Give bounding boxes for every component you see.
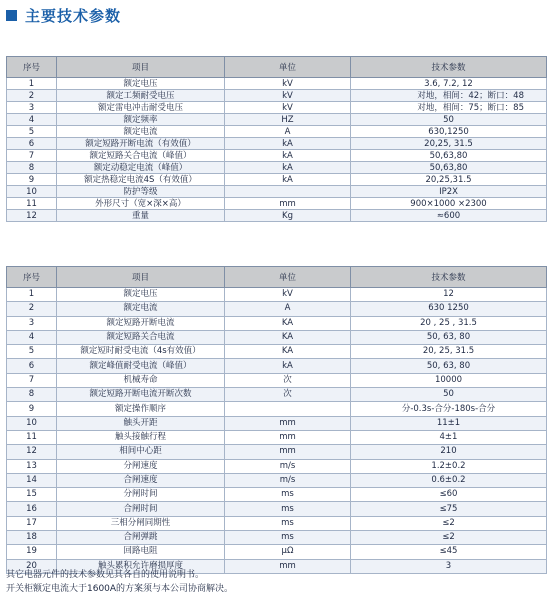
table-row — [7, 162, 547, 174]
cell-unit: kA — [225, 359, 351, 373]
cell-item: 额定热稳定电流4S（有效值） — [57, 174, 225, 186]
cell-item: 机械寿命 — [57, 373, 225, 387]
table-header-row — [7, 57, 547, 78]
cell-params: 630,1250 — [351, 126, 547, 138]
spec-table-1 — [6, 56, 547, 222]
cell-index: 10 — [7, 186, 57, 198]
cell-item: 重量 — [57, 210, 225, 222]
cell-params: 分-0.3s-合分-180s-合分 — [351, 402, 547, 416]
cell-item: 额定动稳定电流（峰值） — [57, 162, 225, 174]
table-row — [7, 445, 547, 459]
cell-params: ≤75 — [351, 502, 547, 516]
cell-index: 2 — [7, 302, 57, 316]
cell-unit: kA — [225, 138, 351, 150]
table-row — [7, 138, 547, 150]
cell-index: 1 — [7, 288, 57, 302]
cell-unit: kA — [225, 162, 351, 174]
cell-unit: KA — [225, 330, 351, 344]
cell-index: 15 — [7, 488, 57, 502]
cell-index: 6 — [7, 138, 57, 150]
cell-unit: kA — [225, 150, 351, 162]
cell-params: IP2X — [351, 186, 547, 198]
cell-unit: KA — [225, 316, 351, 330]
cell-item: 额定电流 — [57, 126, 225, 138]
cell-params: 20,25,31.5 — [351, 174, 547, 186]
cell-index: 11 — [7, 430, 57, 444]
cell-unit — [225, 402, 351, 416]
cell-index: 2 — [7, 90, 57, 102]
cell-params: 对地，相间：75；断口：85 — [351, 102, 547, 114]
table-row — [7, 430, 547, 444]
table-row — [7, 459, 547, 473]
cell-params: 20,25, 31.5 — [351, 138, 547, 150]
cell-unit: kV — [225, 90, 351, 102]
cell-index: 12 — [7, 210, 57, 222]
table-row — [7, 316, 547, 330]
col-header-index: 序号 — [7, 267, 57, 288]
footnote: 开关柜额定电流大于1600A的方案须与本公司协商解决。 — [6, 584, 234, 594]
cell-unit: HZ — [225, 114, 351, 126]
table-row — [7, 114, 547, 126]
cell-unit: mm — [225, 198, 351, 210]
table-row — [7, 210, 547, 222]
cell-item: 额定雷电冲击耐受电压 — [57, 102, 225, 114]
cell-item: 相间中心距 — [57, 445, 225, 459]
cell-params: 50, 63, 80 — [351, 359, 547, 373]
cell-item: 额定操作顺序 — [57, 402, 225, 416]
table-row — [7, 78, 547, 90]
cell-params: 3.6, 7.2, 12 — [351, 78, 547, 90]
cell-unit: mm — [225, 559, 351, 573]
table-row — [7, 330, 547, 344]
footnote: 其它电器元件的技术参数见其各自的使用说明书。 — [6, 570, 205, 580]
cell-unit: ms — [225, 516, 351, 530]
cell-item: 额定短路关合电流 — [57, 330, 225, 344]
table-row — [7, 488, 547, 502]
cell-unit: KA — [225, 345, 351, 359]
cell-params: 1.2±0.2 — [351, 459, 547, 473]
col-header-unit: 单位 — [225, 267, 351, 288]
table-row — [7, 388, 547, 402]
table-row — [7, 90, 547, 102]
cell-unit: ms — [225, 531, 351, 545]
cell-unit: Kg — [225, 210, 351, 222]
footnotes — [6, 568, 233, 596]
cell-item: 额定电压 — [57, 78, 225, 90]
cell-item: 额定短路开断电流（有效值） — [57, 138, 225, 150]
cell-index: 20 — [7, 559, 57, 573]
table-header-row — [7, 267, 547, 288]
table-row — [7, 502, 547, 516]
cell-unit: m/s — [225, 473, 351, 487]
table-row — [7, 302, 547, 316]
cell-params: 630 1250 — [351, 302, 547, 316]
cell-index: 12 — [7, 445, 57, 459]
cell-params: 50,63,80 — [351, 150, 547, 162]
cell-params: 50 — [351, 388, 547, 402]
col-header-item: 项目 — [57, 267, 225, 288]
cell-params: 20 , 25 , 31.5 — [351, 316, 547, 330]
cell-item: 额定短时耐受电流（4s有效值） — [57, 345, 225, 359]
cell-index: 17 — [7, 516, 57, 530]
cell-params: 11±1 — [351, 416, 547, 430]
col-header-params: 技术参数 — [351, 267, 547, 288]
cell-params: 10000 — [351, 373, 547, 387]
cell-unit — [225, 186, 351, 198]
cell-index: 9 — [7, 174, 57, 186]
cell-item: 合闸弹跳 — [57, 531, 225, 545]
table-row — [7, 186, 547, 198]
cell-params: 0.6±0.2 — [351, 473, 547, 487]
cell-unit: 次 — [225, 388, 351, 402]
cell-index: 13 — [7, 459, 57, 473]
table-row — [7, 126, 547, 138]
section-header — [6, 4, 121, 26]
table-row — [7, 373, 547, 387]
table-row — [7, 359, 547, 373]
cell-index: 3 — [7, 102, 57, 114]
cell-index: 5 — [7, 345, 57, 359]
cell-index: 4 — [7, 330, 57, 344]
cell-unit: kV — [225, 288, 351, 302]
cell-unit: kV — [225, 78, 351, 90]
cell-index: 9 — [7, 402, 57, 416]
cell-params: 50,63,80 — [351, 162, 547, 174]
cell-params: 12 — [351, 288, 547, 302]
cell-index: 19 — [7, 545, 57, 559]
cell-item: 额定电压 — [57, 288, 225, 302]
cell-item: 额定工频耐受电压 — [57, 90, 225, 102]
table-row — [7, 416, 547, 430]
cell-index: 18 — [7, 531, 57, 545]
cell-index: 16 — [7, 502, 57, 516]
cell-unit: ms — [225, 488, 351, 502]
cell-item: 额定电流 — [57, 302, 225, 316]
cell-params: 3 — [351, 559, 547, 573]
cell-item: 触头开距 — [57, 416, 225, 430]
table-row — [7, 516, 547, 530]
cell-item: 合闸速度 — [57, 473, 225, 487]
cell-index: 8 — [7, 388, 57, 402]
cell-item: 分闸时间 — [57, 488, 225, 502]
col-header-params: 技术参数 — [351, 57, 547, 78]
cell-unit: mm — [225, 445, 351, 459]
cell-item: 额定峰值耐受电流（峰值） — [57, 359, 225, 373]
cell-params: 20, 25, 31.5 — [351, 345, 547, 359]
section-title: 主要技术参数 — [25, 6, 122, 25]
table-row — [7, 198, 547, 210]
cell-item: 额定频率 — [57, 114, 225, 126]
table-row — [7, 174, 547, 186]
cell-index: 7 — [7, 150, 57, 162]
cell-item: 分闸速度 — [57, 459, 225, 473]
cell-item: 回路电阻 — [57, 545, 225, 559]
cell-index: 10 — [7, 416, 57, 430]
cell-params: 50, 63, 80 — [351, 330, 547, 344]
cell-item: 触头累积允许磨损厚度 — [57, 559, 225, 573]
cell-index: 8 — [7, 162, 57, 174]
cell-item: 三相分闸同期性 — [57, 516, 225, 530]
table-row — [7, 345, 547, 359]
cell-params: 210 — [351, 445, 547, 459]
table-row — [7, 150, 547, 162]
cell-index: 7 — [7, 373, 57, 387]
table-row — [7, 102, 547, 114]
cell-params: 对地，相间：42；断口：48 — [351, 90, 547, 102]
cell-unit: m/s — [225, 459, 351, 473]
cell-params: ≤60 — [351, 488, 547, 502]
col-header-index: 序号 — [7, 57, 57, 78]
table-row — [7, 288, 547, 302]
cell-params: ≤2 — [351, 516, 547, 530]
cell-unit: A — [225, 302, 351, 316]
cell-params: 50 — [351, 114, 547, 126]
cell-item: 额定短路开断电流 — [57, 316, 225, 330]
cell-unit: A — [225, 126, 351, 138]
cell-index: 3 — [7, 316, 57, 330]
cell-unit: kV — [225, 102, 351, 114]
cell-unit: ms — [225, 502, 351, 516]
cell-index: 6 — [7, 359, 57, 373]
cell-params: ≈600 — [351, 210, 547, 222]
cell-item: 触头接触行程 — [57, 430, 225, 444]
cell-item: 外形尺寸（宽×深×高） — [57, 198, 225, 210]
cell-index: 11 — [7, 198, 57, 210]
cell-unit: mm — [225, 430, 351, 444]
cell-item: 防护等级 — [57, 186, 225, 198]
cell-unit: μΩ — [225, 545, 351, 559]
table-row — [7, 545, 547, 559]
cell-params: ≤2 — [351, 531, 547, 545]
cell-params: ≤45 — [351, 545, 547, 559]
cell-unit: kA — [225, 174, 351, 186]
cell-item: 额定短路关合电流（峰值） — [57, 150, 225, 162]
table-row — [7, 402, 547, 416]
cell-item: 额定短路开断电流开断次数 — [57, 388, 225, 402]
col-header-unit: 单位 — [225, 57, 351, 78]
col-header-item: 项目 — [57, 57, 225, 78]
cell-params: 900×1000 ×2300 — [351, 198, 547, 210]
cell-unit: 次 — [225, 373, 351, 387]
cell-item: 合闸时间 — [57, 502, 225, 516]
cell-index: 4 — [7, 114, 57, 126]
square-bullet-icon — [6, 10, 17, 21]
cell-index: 14 — [7, 473, 57, 487]
cell-unit: mm — [225, 416, 351, 430]
cell-index: 5 — [7, 126, 57, 138]
cell-params: 4±1 — [351, 430, 547, 444]
cell-index: 1 — [7, 78, 57, 90]
table-row — [7, 531, 547, 545]
spec-table-2 — [6, 266, 547, 574]
table-row — [7, 473, 547, 487]
